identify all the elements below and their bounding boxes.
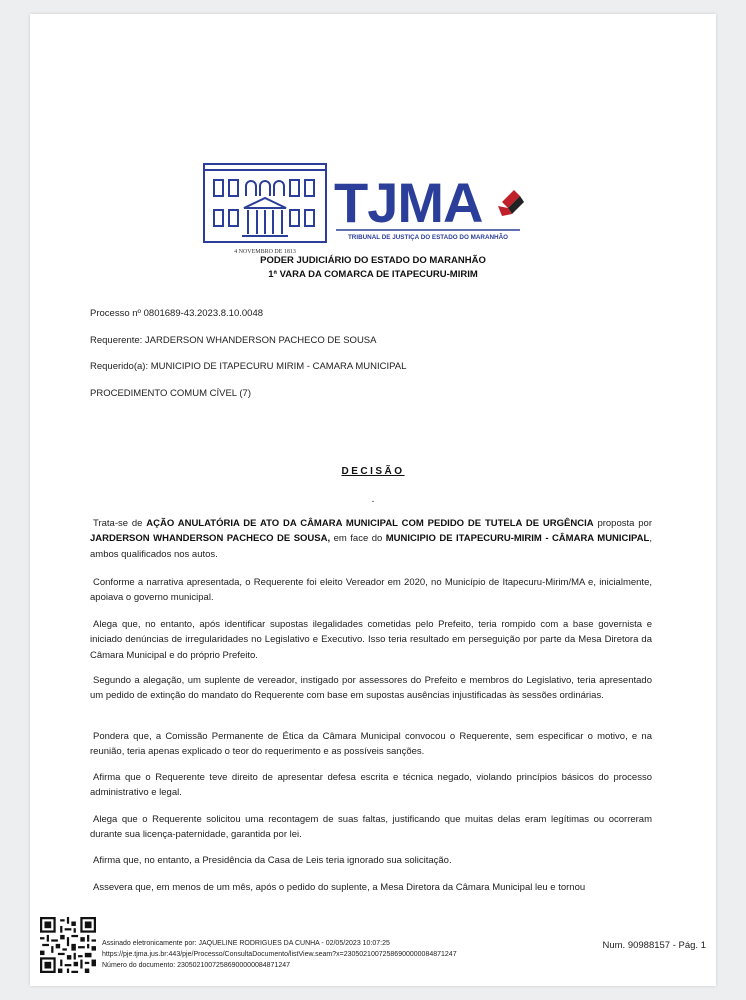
logo-text: TJMA [334,171,483,234]
title-separator: - [371,496,375,506]
document-page [30,14,716,986]
paragraph-2: Alega que, no entanto, após identificar supostas ilegalidades cometidas pelo Prefeito, teria rompido com a base governista e iniciado denúncias de irregularidades no Legislativo e Executivo. Isso teria resultado em perseguição por parte da Mesa Diretora da Câmara Municipal e do próprio Prefeito. [90,619,652,661]
document-url[interactable]: https://pje.tjma.jus.br:443/pje/Processo/ConsultaDocumento/listView.seam?x=23050210072586900000084871247 [102,951,457,958]
paragraph-1: Conforme a narrativa apresentada, o Requerente foi eleito Vereador em 2020, no Município de Itapecuru-Mirim/MA e, inicialmente, apoiava o governo municipal. [90,577,652,604]
paragraph-4: Pondera que, a Comissão Permanente de Ética da Câmara Municipal convocou o Requerente, sem especificar o motivo, e na reunião, teria apenas explicado o teor do requerimento e as possíveis sanções. [90,731,652,758]
document-number: Número do documento: 23050210072586900000084871247 [102,962,290,969]
page-number: Num. 90988157 - Pág. 1 [602,940,706,951]
paragraph-8: Assevera que, em menos de um mês, após o pedido do suplente, a Mesa Diretora da Câmara Municipal leu e tornou [93,882,586,893]
process-number: Processo nº 0801689-43.2023.8.10.0048 [90,308,264,319]
flag-icon [498,190,524,216]
plaintiff: Requerente: JARDERSON WHANDERSON PACHECO DE SOUSA [90,335,377,346]
court-header-line1: PODER JUDICIÁRIO DO ESTADO DO MARANHÃO [260,255,486,266]
signature-footer [102,938,457,971]
paragraph-3: Segundo a alegação, um suplente de vereador, instigado por assessores do Prefeito e membros do Legislativo, teria apresentado um pedido de extinção do mandato do Requerente com base em supostas ausências injustificadas às sessões ordinárias. [90,675,652,702]
document-title: DECISÃO [341,466,405,477]
logo-date: 4 NOVEMBRO DE 1813 [234,249,296,255]
paragraph-6: Alega que o Requerente solicitou uma recontagem de suas faltas, justificando que muitas delas eram legítimas ou ocorreram durante sua licença-paternidade, garantida por lei. [90,814,652,841]
logo-subtitle: TRIBUNAL DE JUSTIÇA DO ESTADO DO MARANHÃO [347,234,509,241]
defendant: Requerido(a): MUNICIPIO DE ITAPECURU MIRIM - CAMARA MUNICIPAL [90,361,407,372]
tjma-logo [202,162,542,257]
paragraph-5: Afirma que o Requerente teve direito de apresentar defesa escrita e técnica negado, violando princípios básicos do processo administrativo e legal. [90,772,652,799]
procedure-type: PROCEDIMENTO COMUM CÍVEL (7) [90,388,251,399]
courthouse-building-icon [204,164,326,242]
signature-line: Assinado eletronicamente por: JAQUELINE RODRIGUES DA CUNHA - 02/05/2023 10:07:25 [102,940,390,947]
court-header [30,254,716,282]
intro-paragraph: Trata-se de AÇÃO ANULATÓRIA DE ATO DA CÂMARA MUNICIPAL COM PEDIDO DE TUTELA DE URGÊNCIA proposta por JARDERSON WHANDERSON PACHECO DE SOUSA, em face do MUNICIPIO DE ITAPECURU-MIRIM - CÂMARA MUNICIPAL, ambos qualificados nos autos. [90,518,652,560]
paragraph-7: Afirma que, no entanto, a Presidência da Casa de Leis teria ignorado sua solicitação. [93,855,452,866]
qr-code-icon [40,917,96,973]
court-header-line2: 1ª VARA DA COMARCA DE ITAPECURU-MIRIM [268,269,478,280]
